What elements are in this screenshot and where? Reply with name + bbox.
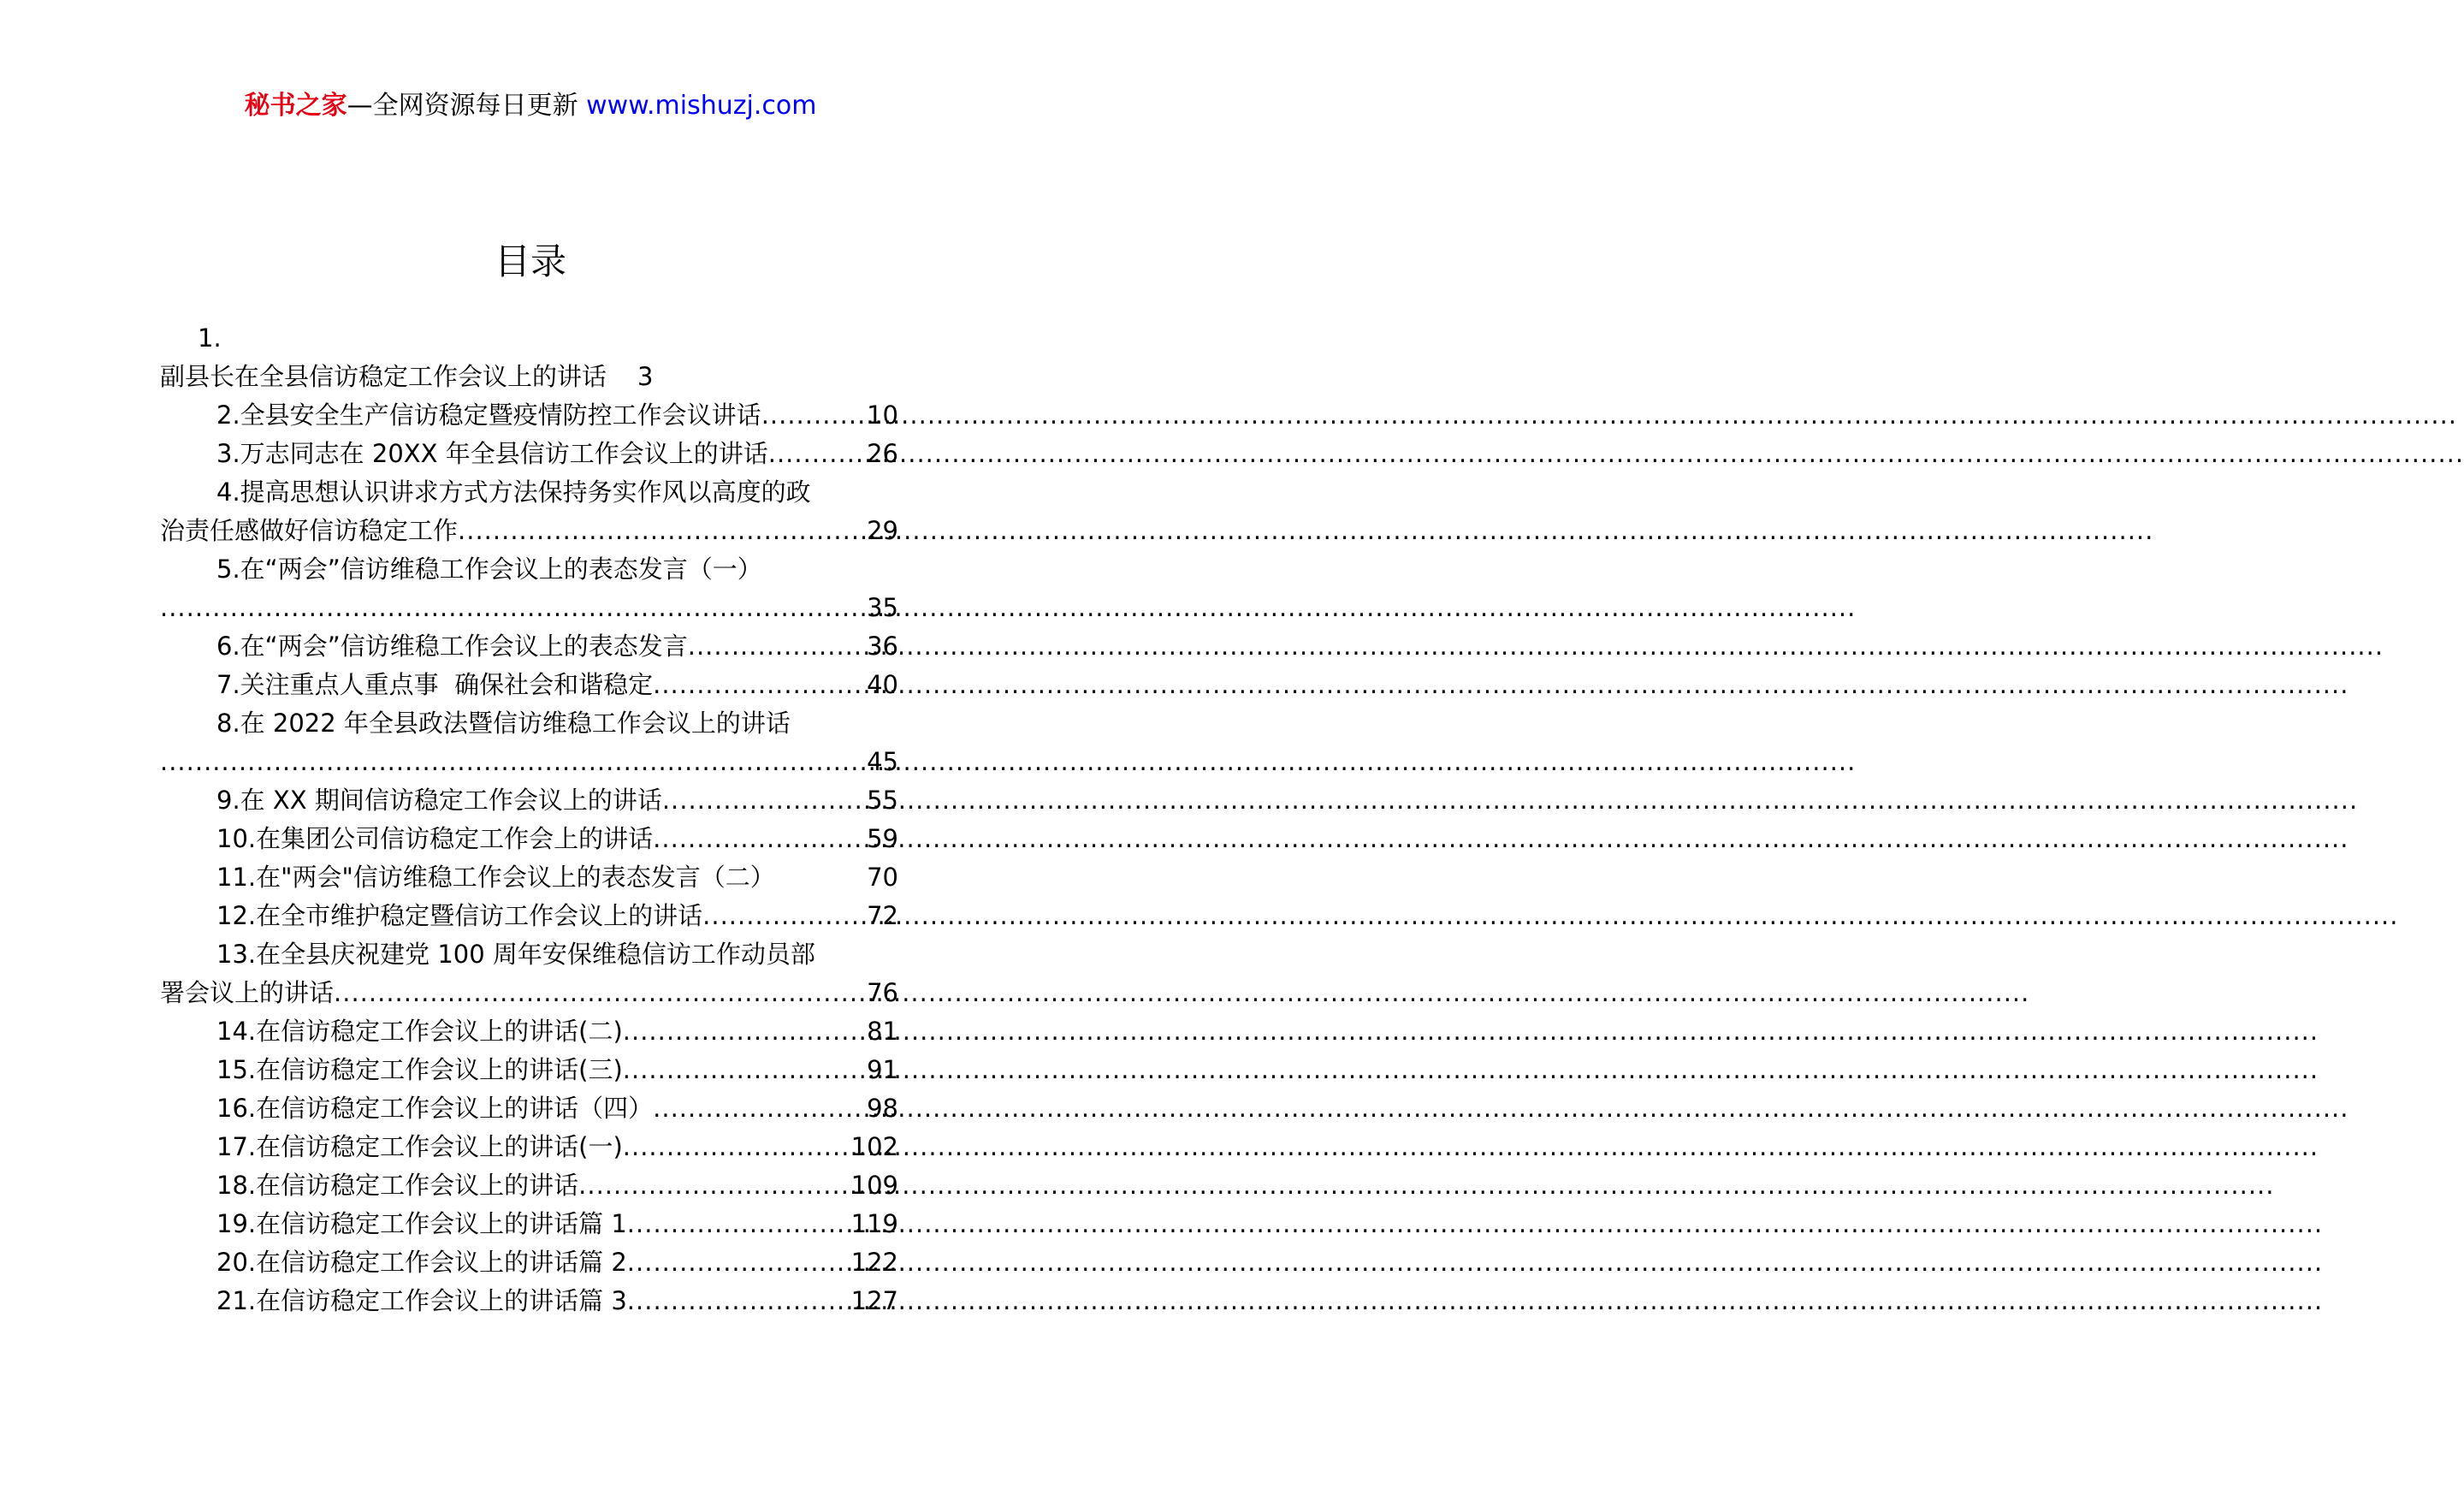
toc-entry-number: 5. [216, 555, 240, 584]
toc-entry-number: 9. [216, 786, 240, 815]
toc-entry-number: 16. [216, 1094, 257, 1123]
toc-entry-title-line1: 在全县庆祝建党 100 周年安保维稳信访工作动员部 [256, 940, 815, 969]
toc-leader-dots [702, 897, 867, 935]
toc-entry-page: 59 [867, 824, 898, 853]
toc-entry-number: 11. [216, 863, 257, 892]
toc-entry-21[interactable] [160, 1282, 898, 1320]
toc-entry-2[interactable] [160, 396, 898, 435]
toc-leader-dots [761, 396, 867, 435]
toc-entry-16[interactable] [160, 1089, 898, 1128]
toc-entry-17[interactable] [160, 1128, 898, 1166]
site-url-link[interactable]: www.mishuzj.com [586, 91, 817, 121]
toc-entry-6[interactable] [160, 627, 898, 666]
toc-entry-title: 在“两会”信访维稳工作会议上的表态发言 [240, 632, 688, 661]
toc-entry-title: 在信访稳定工作会议上的讲话篇 2 [256, 1248, 627, 1277]
toc-entry-number: 1. [198, 323, 222, 353]
toc-leader-dots [578, 1166, 851, 1205]
toc-entry-title: 在信访稳定工作会议上的讲话篇 1 [256, 1209, 627, 1238]
toc-entry-8[interactable] [160, 704, 898, 781]
toc-leader-dots [458, 512, 867, 550]
toc-entry-12[interactable] [160, 897, 898, 935]
toc-entry-page: 72 [867, 901, 898, 930]
toc-entry-title: 副县长在全县信访稳定工作会议上的讲话 [160, 362, 607, 391]
toc-entry-number: 15. [216, 1055, 257, 1084]
toc-entry-page: 26 [867, 439, 898, 468]
toc-leader-dots [627, 1205, 851, 1243]
toc-entry-18[interactable] [160, 1166, 898, 1205]
toc-entry-number: 18. [216, 1171, 257, 1200]
toc-entry-page: 40 [867, 670, 898, 699]
toc-entry-title: 在 XX 期间信访稳定工作会议上的讲话 [240, 786, 662, 815]
toc-entry-number: 14. [216, 1017, 257, 1046]
toc-entry-page: 81 [867, 1017, 898, 1046]
header-tagline: —全网资源每日更新 [346, 91, 587, 121]
toc-entry-page: 122 [850, 1248, 898, 1277]
toc-entry-page: 127 [850, 1286, 898, 1315]
toc-entry-page: 91 [867, 1055, 898, 1084]
toc-entry-title: 在 2022 年全县政法暨信访维稳工作会议上的讲话 [240, 709, 791, 738]
toc-entry-title: 在集团公司信访稳定工作会上的讲话 [256, 824, 654, 853]
toc-entry-number: 7. [216, 670, 240, 699]
toc-entry-page: 29 [867, 516, 898, 545]
toc-leader-dots [334, 974, 867, 1012]
toc-entry-page: 70 [867, 863, 898, 892]
toc-leader-dots [688, 627, 867, 666]
toc-entry-20[interactable] [160, 1243, 898, 1282]
toc-entry-11[interactable] [160, 858, 898, 897]
toc-entry-1[interactable] [160, 319, 898, 396]
toc-entry-4[interactable] [160, 473, 898, 550]
toc-leader-dots [627, 1243, 851, 1282]
toc-leader-dots [653, 1089, 867, 1128]
toc-leader-dots [768, 435, 867, 473]
toc-entry-13[interactable] [160, 935, 898, 1012]
toc-entry-title: 在信访稳定工作会议上的讲话篇 3 [256, 1286, 627, 1315]
toc-leader-dots [623, 1012, 867, 1051]
toc-leader-dots [160, 743, 867, 781]
toc-entry-number: 10. [216, 824, 257, 853]
toc-entry-7[interactable] [160, 666, 898, 704]
toc-entry-page: 55 [867, 786, 898, 815]
toc-entry-number: 4. [216, 478, 240, 507]
site-header [0, 86, 1061, 127]
toc-entry-page: 76 [867, 978, 898, 1007]
toc-entry-number: 8. [216, 709, 240, 738]
toc-entry-title: 在"两会"信访维稳工作会议上的表态发言（二） [256, 863, 775, 892]
toc-entry-page: 3 [637, 362, 654, 391]
toc-entry-title-line2: 署会议上的讲话 [160, 978, 335, 1007]
toc-entry-title-line2: 治责任感做好信访稳定工作 [160, 516, 459, 545]
table-of-contents [160, 323, 898, 1320]
toc-entry-title: 关注重点人重点事 确保社会和谐稳定 [240, 670, 654, 699]
toc-entry-page: 45 [867, 747, 898, 776]
toc-entry-page: 36 [867, 632, 898, 661]
toc-entry-page: 10 [867, 400, 898, 430]
toc-entry-title: 万志同志在 20XX 年全县信访工作会议上的讲话 [240, 439, 768, 468]
toc-leader-dots [627, 1282, 851, 1320]
document-title: 目录 [494, 240, 566, 282]
toc-entry-page: 102 [850, 1132, 898, 1161]
toc-entry-number: 20. [216, 1248, 257, 1277]
toc-leader-dots [623, 1051, 867, 1089]
toc-entry-10[interactable] [160, 820, 898, 858]
toc-entry-number: 19. [216, 1209, 257, 1238]
toc-entry-title: 在信访稳定工作会议上的讲话(一) [256, 1132, 623, 1161]
toc-entry-19[interactable] [160, 1205, 898, 1243]
toc-entry-number: 13. [216, 940, 257, 969]
toc-leader-dots [653, 820, 867, 858]
toc-entry-number: 12. [216, 901, 257, 930]
toc-entry-title: 在信访稳定工作会议上的讲话(二) [256, 1017, 623, 1046]
toc-entry-page: 119 [850, 1209, 898, 1238]
toc-entry-title-line1: 提高思想认识讲求方式方法保持务实作风以高度的政 [240, 478, 811, 507]
toc-leader-dots [653, 666, 867, 704]
toc-entry-number: 3. [216, 439, 240, 468]
toc-entry-14[interactable] [160, 1012, 898, 1051]
toc-leader-dots [623, 1128, 851, 1166]
toc-entry-9[interactable] [160, 781, 898, 820]
toc-entry-page: 109 [850, 1171, 898, 1200]
brand-name: 秘书之家 [244, 91, 347, 121]
toc-entry-page: 35 [867, 593, 898, 622]
toc-entry-title: 在信访稳定工作会议上的讲话（四） [256, 1094, 654, 1123]
toc-entry-title: 在全市维护稳定暨信访工作会议上的讲话 [256, 901, 703, 930]
toc-entry-title: 在信访稳定工作会议上的讲话 [256, 1171, 579, 1200]
toc-leader-dots [662, 781, 867, 820]
toc-entry-number: 21. [216, 1286, 257, 1315]
toc-entry-3[interactable] [160, 435, 898, 473]
toc-entry-5[interactable] [160, 550, 898, 627]
toc-entry-title: 在信访稳定工作会议上的讲话(三) [256, 1055, 623, 1084]
toc-entry-title: 全县安全生产信访稳定暨疫情防控工作会议讲话 [240, 400, 761, 430]
toc-entry-title: 在“两会”信访维稳工作会议上的表态发言（一） [240, 555, 762, 584]
toc-entry-page: 98 [867, 1094, 898, 1123]
toc-leader-dots [160, 589, 867, 627]
toc-entry-number: 17. [216, 1132, 257, 1161]
toc-entry-number: 2. [216, 400, 240, 430]
toc-entry-number: 6. [216, 632, 240, 661]
toc-entry-15[interactable] [160, 1051, 898, 1089]
